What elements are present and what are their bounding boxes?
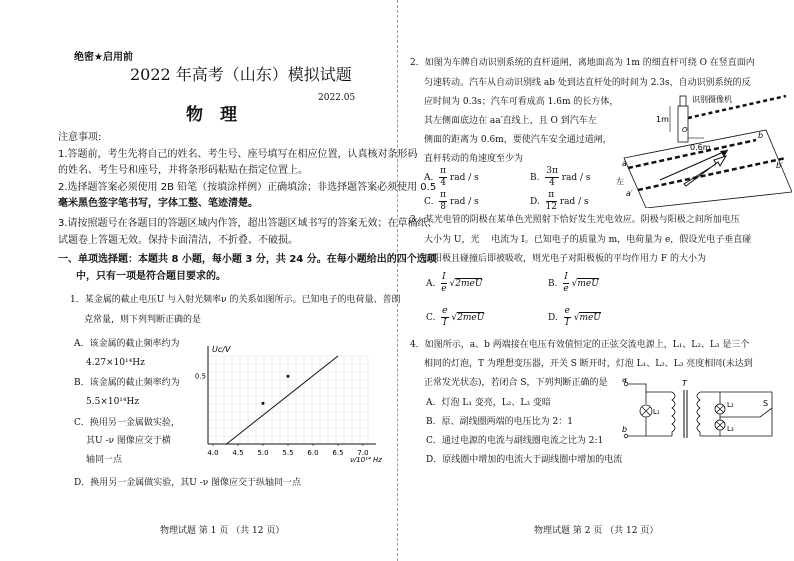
chart-grid	[208, 356, 368, 444]
q3-stem: 3．某光电管的阴极在某单色光照射下恰好发生光电效应。阴极与阳极之间所加电压	[410, 215, 740, 225]
q1-option-c: 轴同一点	[86, 455, 123, 465]
q2-stem: 侧面的距离为 0.6m，要使汽车安全通过道闸，	[424, 135, 612, 145]
q1-option-c: 其U -ν 图像应交于横	[86, 436, 171, 446]
x-tick-label: 5.0	[257, 449, 269, 457]
q2-option-d: D. $\frac{\pi}{12}$ rad / s	[530, 190, 589, 212]
q3-option-a: A. $\frac{I}{e}$ √2meU	[426, 272, 483, 294]
q4-stem: 正常发光状态)，若闭合 S，下列判断正确的是	[424, 378, 608, 388]
exam-title: 2022 年高考（山东）模拟试题	[130, 65, 352, 84]
q2-stem: 应时间为 0.3s；汽车可看成高 1.6m 的长方体，	[424, 97, 619, 107]
q1-option-a: A．该金属的截止频率约为	[74, 339, 180, 349]
pivot-label: O	[682, 126, 688, 134]
distance-label: 0.6m	[690, 143, 711, 152]
section-heading: 一、单项选择题：本题共 8 小题，每小题 3 分，共 24 分。在每小题给出的四个选项	[58, 254, 437, 265]
q3-option-c: C. $\frac{e}{I}$ √2meU	[426, 306, 485, 328]
switch-s-icon	[760, 408, 772, 417]
note-line: 2.选择题答案必须使用 2B 铅笔（按填涂样例）正确填涂；非选择题答案必须使用 0.5	[58, 182, 437, 193]
switch-s-label: S	[763, 399, 769, 408]
q4-option-a: A．灯泡 L₁ 变亮，L₂、L₃ 变暗	[426, 398, 551, 408]
lamp-l1-label: L₁	[653, 408, 660, 416]
q2-option-a: A. $\frac{\pi}{4}$ rad / s	[424, 166, 479, 188]
note-line: 试题卷上答题无效。保持卡面清洁，不折叠、不破损。	[58, 235, 298, 246]
q2-option-c: C. $\frac{\pi}{8}$ rad / s	[424, 190, 479, 212]
camera-label: 识别摄像机	[692, 95, 732, 104]
q4-figure	[620, 378, 780, 444]
secondary-loop	[700, 392, 772, 436]
q4-option-c: C．通过电源的电流与副线圈电流之比为 2:1	[426, 436, 604, 446]
q4-stem: 4．如图所示，a、b 两端接在电压有效值恒定的正弦交流电源上，L₁、L₂、L₃ 是三个	[410, 340, 750, 350]
terminal-b	[624, 434, 628, 438]
point-b-label: b	[758, 131, 764, 140]
q2-figure	[616, 92, 792, 208]
x-tick-label: 6.5	[332, 449, 344, 457]
x-tick-label: 7.0	[357, 449, 369, 457]
x-tick-label: 6.0	[307, 449, 319, 457]
q1-option-b: 5.5×10¹⁴Hz	[86, 397, 140, 407]
x-tick-label: 4.5	[232, 449, 244, 457]
q1-option-c: C．换用另一金属做实验，	[74, 418, 180, 428]
x-tick-label: 4.0	[207, 449, 219, 457]
x-axis-label: ν/10¹⁴ Hz	[350, 456, 382, 464]
point-a1-label: a′	[626, 189, 633, 198]
q1-option-a: 4.27×10¹⁴Hz	[86, 358, 145, 368]
q1-chart	[190, 342, 395, 464]
q2-option-b: B. $\frac{3\pi}{4}$ rad / s	[530, 166, 591, 188]
gate-post	[678, 106, 688, 142]
primary-wire-top	[628, 384, 672, 392]
left-side-label: 左	[616, 177, 624, 186]
section-heading: 中，只有一项是符合题目要求的。	[76, 271, 226, 282]
q1-option-d: D．换用另一金属做实验，其U -ν 图像应交于纵轴同一点	[74, 478, 302, 488]
exam-date: 2022.05	[318, 93, 356, 103]
note-line: 的姓名、考生号和座号，并将条形码粘贴在指定位置上。	[58, 165, 308, 176]
secret-label: 绝密★启用前	[74, 52, 133, 63]
page-footer: 物理试题 第 2 页 （共 12 页）	[534, 526, 659, 536]
q4-stem: 相同的灯泡，T 为理想变压器，开关 S 断开时，灯泡 L₁、L₂、L₃ 亮度相同(未达到	[424, 359, 753, 369]
q2-stem: 匀速转动。汽车从自动识别线 ab 处到达直杆处的时间为 2.3s，自动识别系统的反	[424, 78, 751, 88]
height-label: 1m	[656, 115, 669, 124]
q3-stem: 撞阳极且碰撞后即被吸收，则光电子对阳极板的平均作用力 F 的大小为	[424, 254, 706, 264]
q3-option-b: B. $\frac{I}{e}$ √meU	[548, 272, 599, 294]
y-tick-label: 0.5	[194, 372, 206, 381]
q4-option-b: B．原、副线圈两端的电压比为 2：1	[426, 417, 573, 427]
note-line: 3.请按照题号在各题目的答题区域内作答，超出答题区域书写的答案无效；在草稿纸、	[58, 218, 438, 229]
point-a-label: a	[622, 159, 627, 168]
right-page	[398, 0, 794, 561]
camera-icon	[680, 96, 686, 106]
secondary-coil-icon	[697, 392, 700, 436]
q2-stem: 直杆转动的角速度至少为	[424, 154, 524, 164]
page-footer: 物理试题 第 1 页 （共 12 页）	[160, 526, 285, 536]
q1-stem: 克常量，则下列判断正确的是	[84, 315, 202, 325]
q2-stem: 其左侧面底边在 aa′直线上，且 O 到汽车左	[424, 116, 597, 126]
primary-coil-icon	[672, 392, 675, 436]
q1-stem: 1．某金属的截止电压U 与入射光频率ν 的关系如图所示。已知电子的电荷量、普朗	[70, 295, 401, 305]
data-point	[287, 375, 290, 378]
terminal-a-label: a	[622, 378, 627, 384]
x-tick-label: 5.5	[282, 449, 294, 457]
lamp-l3-label: L₃	[727, 425, 734, 433]
q3-stem: 大小为 U，光 电流为 I。已知电子的质量为 m，电荷量为 e，假设光电子垂直碰	[424, 235, 752, 245]
lamp-l2-label: L₂	[727, 401, 734, 409]
note-line: 1.答题前，考生先将自己的姓名、考生号、座号填写在相应位置，认真核对条形码	[58, 149, 418, 160]
q4-option-d: D．原线圈中增加的电流大于副线圈中增加的电流	[426, 455, 623, 465]
q1-option-b: B．该金属的截止频率约为	[74, 378, 180, 388]
note-line: 毫米黑色签字笔书写，字体工整、笔迹清楚。	[58, 198, 258, 209]
y-axis-label: Uc/V	[212, 345, 231, 354]
q3-option-d: D. $\frac{e}{I}$ √meU	[548, 306, 601, 328]
notes-heading: 注意事项:	[58, 132, 102, 143]
data-line	[227, 356, 339, 444]
data-point	[262, 402, 265, 405]
terminal-b-label: b	[622, 425, 628, 434]
line-aa	[638, 158, 786, 190]
transformer-label: T	[682, 379, 687, 388]
q2-stem: 2．如图为车牌自动识别系统的直杆道闸，离地面高为 1m 的细直杆可绕 O 在竖直面内	[410, 58, 755, 68]
point-b1-label: b′	[776, 161, 783, 170]
subject-title: 物 理	[186, 105, 237, 125]
